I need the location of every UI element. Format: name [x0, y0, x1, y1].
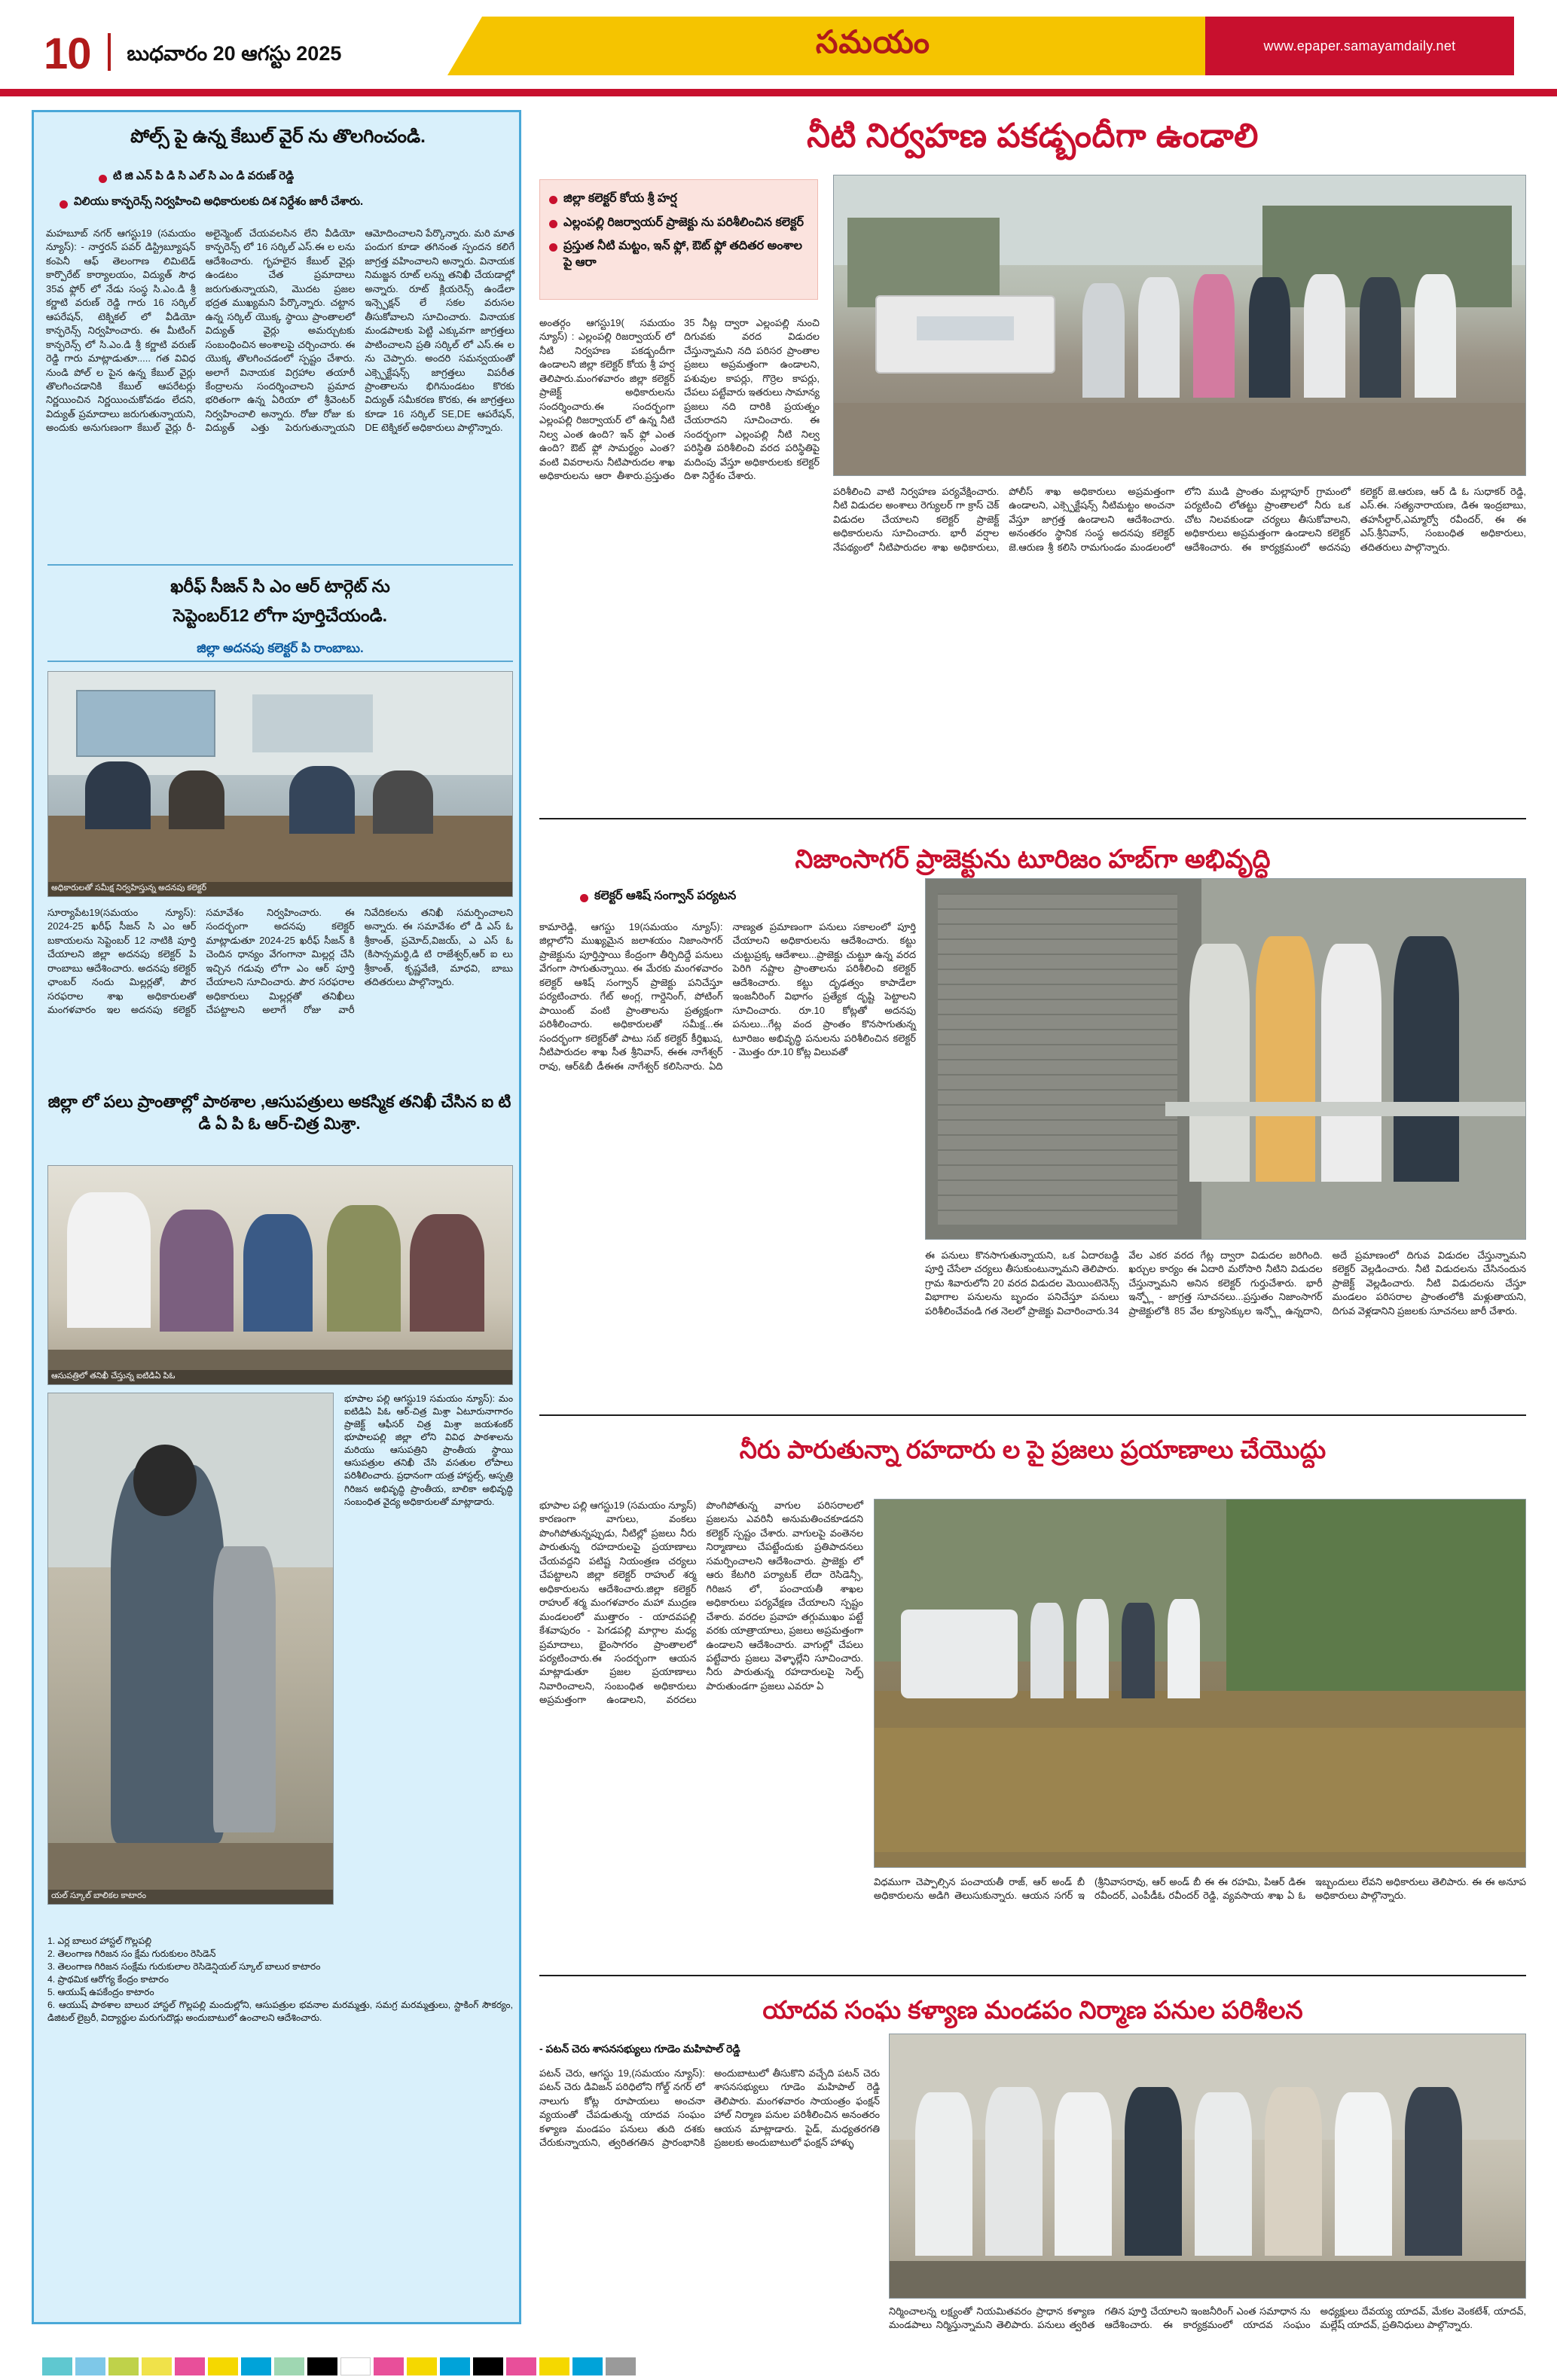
left-bullet-2-text: విలియు కాన్ఫరెన్స్ నిర్వహించి అధికారులకు దిశ నిర్దేశం జారీ చేశారు. [74, 195, 364, 208]
lead-photo-officials [833, 175, 1526, 476]
left-photo-1-caption: అధికారులతో సమీక్ష నిర్వహిస్తున్న అదనపు కలెక్టర్ [48, 882, 512, 896]
left-box-line-3: జిల్లా అదనపు కలెక్టర్ పి రాంబాబు. [197, 641, 364, 655]
story4-body-bottom: నిర్మించాలన్న లక్ష్యంతో నియమితవరం ప్రాధాన కళ్యాణ మండపాలు నిర్మిస్తున్నామని తెలిపారు. పనులు త్వరిత గతిన పూర్తి చేయాలని ఇంజనీరింగ్ ఎంత సమాధాన ను ఆదేశించారు. ఈ కార్యక్రమంలో యాదవ సంఘం అధ్యక్షులు దేవయ్య యాదవ్, మేకల వెంకటేశ్, యాదవ్, మల్లేష్ యాదవ్, ప్రతినిధులు పాల్గొన్నారు. [889, 2305, 1526, 2331]
story3-photo-flood [874, 1499, 1526, 1868]
website-banner[interactable] [1205, 17, 1514, 75]
bullet-dot-icon [549, 220, 557, 228]
left-photo-meeting [47, 671, 513, 897]
left-story-2-body: సూర్యాపేట19(సమయం న్యూస్): 2024-25 ఖరీఫ్ సీజన్ సి ఎం ఆర్ బకాయలను సెప్టెంబర్ 12 నాటికి పూర్తి చేయాలని జిల్లా అదనపు కలెక్టర్ పి రాంబాబు ఆదేశించారు. అదనపు కలెక్టర్ ఛాంబర్ నందు మిల్లర్లతో, పౌర సరఫరాల శాఖ అధికారులతో మంగళవారం ఇల అదనపు కలెక్టర్ సమావేశం నిర్వహించారు. ఈ సందర్భంగా అదనపు కలెక్టర్ మాట్లాడుతూ 2024-25 ఖరీఫ్ సీజన్ కి చెందిన ధాన్యం వేగంగానా మిల్లర్ల చేసి ఇచ్చిన గడువు లోగా ఎం ఆర్ పూర్తి చేయాలని సూచించారు. పౌర సరఫరాల అధికారులు మిల్లర్లతో తనిఖీలు చేపట్టాలని అలాగే రోజు వారీ నివేదికలను తనిఖీ సమర్పించాలని అన్నారు. ఈ సమావేశం లో డి ఎస్ ఓ శ్రీకాంత్, ప్రమోద్,విజయ్, ఎ ఎస్ ఓ (కిసాన్సమర్థి,డి టి రాజేశ్వర్,ఆర్ ఐ లు శ్రీకాంత్, కృష్ణవేణి, మాధవి, బాబు తదితరులు పాల్గొన్నారు. [47, 907, 513, 1016]
list-item: 3. తెలంగాణ గిరిజన సంక్షేమ గురుకులాల రెసిడెన్షియల్ స్కూల్ బాలుర కాటారం [47, 1961, 321, 1973]
lead-bullet-box [539, 179, 818, 300]
color-swatch [175, 2357, 205, 2375]
left-column [32, 110, 521, 2324]
color-swatch [473, 2357, 503, 2375]
website-url[interactable]: www.epaper.samayamdaily.net [1263, 38, 1456, 53]
lead-bullet-2 [549, 215, 808, 231]
left-headline-2: జిల్లా లో పలు ప్రాంతాల్లో పాఠశాల ,ఆసుపత్రులు అకస్మిక తనిఖీ చేసిన ఐ టి డి ఏ పి ఓ ఆర్-చిత్ర మిశ్రా. [47, 1092, 511, 1133]
bullet-dot-icon [549, 196, 557, 204]
list-item: 6. ఆయుష్ పాఠశాల బాలుర హాస్టల్ గొల్లపల్లి మందుల్లోని, ఆసుపత్రుల భవనాల మరమ్మత్తు, సమగ్ర మరమ్మత్తులు, స్టాకింగ్ సౌకర్యం, డిజిటల్ లైబ్రరీ, విద్యార్థుల మరుగుదొడ్లు అందుబాటులో ఉంచాలని ఆదేశించారు. [47, 2000, 513, 2024]
left-photo-2-caption: ఆసుపత్రిలో తనిఖీ చేస్తున్న ఐటిడిఏ పిఓ [48, 1370, 512, 1384]
story2-subhead-text: కలెక్టర్ ఆశిష్ సంగ్వాన్ పర్యటన [594, 889, 737, 902]
left-story-1-body: మహబూబ్ నగర్ ఆగస్టు19 (సమయం న్యూస్): - నార్తరన్ పవర్ డిస్ట్రిబ్యూషన్ కంపెనీ ఆఫ్ తెలంగాణ లిమిటెడ్ కార్పొరేట్ కార్యాలయం, విద్యుత్ సౌధ 35వ ఫ్లోర్ లో నేడు సంస్థ సి.ఎం.డి శ్రీ కర్ణాటి వరుణ్ రెడ్డి గారు 16 సర్కిల్ ఆపరేషన్, టెక్నికల్ లో వీడియో కాన్ఫరెన్స్ నిర్వహించారు. ఈ మీటింగ్ కాన్ఫరెన్స్ లో సి.ఎం.డి శ్రీ కర్ణాటి వరుణ్ రెడ్డి గారు మాట్లాడుతూ..... గత వివిధ నుండి పోల్ ల పైన ఉన్న కేబుల్ వైర్లు తొలగించడానికి కేబుల్ ఆపరేటర్లు నిర్ణయించిన నిర్ణయించుకోవడం లేదని, విద్యుత్ ప్రమాదాలు జరుగుతున్నాయని, అందుకు అనుగుణంగా కేబుల్ వైర్లు రీ-అలైన్మెంట్ చేయవలసిన లేని వీడియో కాన్ఫరెన్స్ లో 16 సర్కిల్ ఎస్.ఈ ల లను ఆదేశించారు. గృహలైన కేబుల్ వైర్లు ఉండటం చేత ప్రమాదాలు జరుగుతున్నాయని, మొదట ప్రజల భద్రత ముఖ్యమని పేర్కొన్నారు. చట్టాన ఉన్న సర్కిల్ యొక్క స్థాయి ప్రాంతాలలో విద్యుత్ వైర్లు అమర్చుటకు సంబంధించిన అంశాలపై చర్చించారు. ఈ యొక్క తొలగించడంలో స్పష్టం చేశారు. అలాగే వినాయక విగ్రహాల తయారీ కేంద్రాలను సందర్శించాలని ప్రమాద భరితంగా ఉన్న ఏరియా లో శ్రీవెంటర్ నిర్వహించాలి అన్నారు. రోజు రోజు కు విద్యుత్ ఎత్తు పెరుగుతున్నాయని ఆమోదించాలని పేర్కొన్నారు. మరి మాత పందుగ కూడా తగినంత స్పందన కలిగే జాగ్రత్త వహించాలని అన్నారు. వినాయక నిమజ్జన రూట్ లన్ను తనిఖీ చేయడాల్లో అన్నారు. రూట్ క్లియరెన్స్ ఉండేలా ఇన్స్పెక్షన్ లే సకల వరుసల తీసుకోవాలని సూచించారు. వినాయక మండపాలకు పెట్టి ఎక్కువగా జాగ్రత్తలు పాటించాలని ప్రతి సర్కిల్ లో ఎస్.ఈ ల ను చెప్పారు. అందరి సమన్వయంతో ఎక్స్పెక్టేషన్స్ జాగ్రత్తలు విపరీత ప్రాంతాలను భిగినుండటం కొరకు విద్యుత్ సమీకరణ కొరకు, ఈ జాగ్రత్తలు కూడా 16 సర్కిల్ SE,DE ఆపరేషన్, DE టెక్నికల్ అధికారులు పాల్గొన్నారు. [46, 227, 514, 434]
section-divider [539, 1414, 1526, 1416]
masthead-divider [108, 33, 111, 71]
lead-headline: నీటి నిర్వహణ పకడ్బందీగా ఉండాలి [807, 117, 1259, 154]
story4-body-left: పటన్ చెరు, ఆగస్టు 19,(సమయం న్యూస్): పటన్ చెరు డివిజన్ పరిధిలోని గోల్డ్ నగర్ లో నాలుగు కోట్ల రూపాయలు అంచనా వ్యయంతో చేపడుతున్న యాదవ సంఘం కళ్యాణ మండపం పనులు తుది దశకు చేరుకున్నాయని, త్వరితగతిన ప్రారంభానికి అందుబాటులో తీసుకొని వచ్చేది పటన్ చెరు శాసనసభ్యులు గూడెం మహిపాల్ రెడ్డి తెలిపారు. మంగళవారం సాయంత్రం ఫంక్షన్ హాల్ నిర్మాణ పనుల పరిశీలించిన అనంతరం ఆయన మాట్లాడారు. పైడ్, మధ్యతరగతి ప్రజలకు అందుబాటులో ఫంక్షన్ హాళ్ళు [539, 2067, 880, 2149]
left-photo-officer [47, 1393, 334, 1905]
color-swatch [307, 2357, 337, 2375]
lead-bullet-1-text: జిల్లా కలెక్టర్ కోయ శ్రీ హర్ష [563, 192, 677, 205]
story2-body-bottom: ఈ పనులు కొనసాగుతున్నాయని, ఒక ఏదారబడ్డి పూర్తి చేసేలా చర్యలు తీసుకుంటున్నామని తెలిపారు. గ్రామ శివారులోని 20 వరద విడుదల మెయింటెనెన్స్ విభాగాల పనులను బృందం పనిచేస్తూ పనులు పరిశీలించేవండి గత నెలలో ప్రాజెక్టు విచారించారు.34 వేల ఎకర వరద గేట్ల ద్వారా విడుదల జరిగింది. ఖర్చుల కార్యం ఈ ఏదారి మరోసారి నీటిని విడుదల చేస్తున్నామని అనిన కలెక్టర్ గుర్తుచేశారు. భారీ ఇన్ఫ్లో - జాగ్రత్త సూచనలు...ప్రస్తుతం నిజాంసాగర్ ప్రాజెక్టులోకి 85 వేల క్యూసెక్కుల ఇన్ఫ్లో ఉన్నదాని, అదే ప్రమాణంలో దిగువ విడుదల చేస్తున్నామని కలెక్టర్ వెల్లడించారు. నీటి విడుదలను చేసినందున ప్రాజెక్ట్ వెల్లడించారు. నీటి విడుదలను చేస్తూ మండలం పరిసరాల ప్రాంతంలోకి మళ్లుతాయని, దిగువ వెళ్లడానిని ప్రజలకు సూచనలు జారీ చేశారు. [925, 1250, 1526, 1317]
left-photo-hospital [47, 1165, 513, 1385]
masthead-banner [482, 17, 1264, 75]
left-side-story: భూపాల పల్లి ఆగస్టు19 సమయం న్యూస్): మం ఐటిడిఏ పిఓ ఆర్-చిత్ర మిశ్రా ఏటూరునాగారం ప్రాజెక్ట్ ఆఫీసర్ చిత్ర మిశ్రా జయశంకర్ భూపాలపల్లి జిల్లా లోని వివిధ పాఠశాలను మరియు ఆసుపత్రిని ప్రాంతీయ స్థాయి ఆసుపత్రుల తనిఖీ చేసి వసతుల లోపాలు పరిశీలించారు. ప్రధానంగా యత్ర హాస్టల్స్, ఆస్పత్రి గిరిజన అభివృద్ధి ప్రాంతీయ, బాలికా అభివృద్ధి సంబంధిత వైద్య అధికారులతో మాట్లాడారు. [344, 1393, 513, 1507]
lead-body-left: అంతర్గం ఆగస్టు19( సమయం న్యూస్) : ఎల్లంపల్లి రిజర్వాయర్ లో నీటి నిర్వహణ పకడ్బందీగా ఉండాలని జిల్లా కలెక్టర్ కోయ శ్రీ హర్ష తెలిపారు.మంగళవారం జిల్లా కలెక్టర్ ప్రాజెక్ట్ అధికారులను సందర్శించారు.ఈ సందర్భంగా ఎల్లంపల్లి రిజర్వాయర్ లో ఉన్న నీటి నిల్వ ఎంత ఉంది? ఇన్ ఫ్లో ఎంత ఉంది? ఔట్ ఫ్లో సామర్థ్యం ఎంత? వంటి వివరాలను నీటిపారుదల శాఖ అధికారులను ఆరా తీశారు.ప్రస్తుతం 35 నీట్ల ద్వారా ఎల్లంపల్లి నుంచి దిగువకు వరద విడుదల చేస్తున్నామని నది పరిసర ప్రాంతాల ప్రజలు అప్రమత్తంగా ఉండాలని, పశువుల కాపర్లు, గొర్రెల కాపర్లు, చేపలు పట్టేవారు ఇతరులు సామాన్య ప్రజలు నది దారికి ప్రయత్నం చేయరాదని సూచించారు. ఈ సందర్భంగా ఎల్లంపల్లి నీటి నిల్వ పరిస్థితి పరిశీలించి వరద పరిస్థితిపై మదింపు వేస్తూ అధికారులకు కలెక్టర్ దిశా నిర్దేశం చేశారు. [539, 317, 820, 481]
left-highlight-box [47, 564, 513, 662]
color-swatch [407, 2357, 437, 2375]
color-swatch [374, 2357, 404, 2375]
color-swatch [572, 2357, 603, 2375]
left-box-line-2: సెప్టెంబర్12 లోగా పూర్తిచేయండి. [172, 606, 388, 625]
section-divider [539, 818, 1526, 819]
left-box-line-1: ఖరీఫ్ సీజన్ సి ఎం ఆర్ టార్గెట్ ను [170, 576, 390, 596]
lead-body-bottom: పరిశీలించి వాటి నిర్వహణ పర్యవేక్షించారు. నీటి విడుదల అంశాలు రెగ్యులర్ గా క్రాస్ చెక్ విడుదల చేయాలని కలెక్టర్ ప్రాజెక్ట్ అధికారులను సూచించారు. భారీ వర్షాల నేపథ్యంలో నీటిపారుదల శాఖ అధికారులు, పోలీస్ శాఖ అధికారులు అప్రమత్తంగా ఉండాలని, ఎక్స్పెక్టేషన్స్ నీటిమట్టం అంచనా వేస్తూ జాగ్రత్త ఉండాలని ఆదేశించారు. అనంతరం స్థానిక సంస్థ అదనపు కలెక్టర్ జె.ఆరుణ శ్రీ కలిసి రామగుండం మండలంలో లోని ముడి ప్రాంతం మల్లాపూర్ గ్రామంలో పర్యటించి లోతట్టు ప్రాంతాలలో నీరు ఒక చోట నిలవకుండా చర్యలు తీసుకోవాలని, అధికారులు అప్రమత్తంగా ఉండాలని కలెక్టర్ ఆదేశించారు. ఈ కార్యక్రమంలో అదనపు కలెక్టర్ జె.ఆరుణ, ఆర్ డి ఓ సుధాకర్ రెడ్డి, ఎస్.ఈ. సత్యనారాయణ, డిఈ ఇంద్రబాబు, తహసీల్దార్,ఎమ్మార్వో రవీందర్, ఈ ఈ ఎస్.శ్రీనివాస్, సంబంధిత అధికారులు, తదితరులు పాల్గొన్నారు. [833, 486, 1526, 553]
bullet-dot-icon [580, 894, 588, 902]
registration-color-bar [0, 2353, 1557, 2380]
story2-photo-dam [925, 878, 1526, 1240]
story2-body-left: కామారెడ్డి, ఆగస్టు 19(సమయం న్యూస్): జిల్లాలోని ముఖ్యమైన జలాశయం నిజాంసాగర్ ప్రాజెక్టును పూర్తిస్తాయి కేంద్రంగా తీర్చిదిద్దే పనులు వేగంగా సాగుతున్నాయి. ఈ మేరకు మంగళవారం కలెక్టర్ ఆశిష్ సంగ్వాన్ ప్రాజెక్టు పనిచేస్తూ పర్యటించారు. గేట్ అంగ్ల, గార్డెనింగ్, పోటింగ్ పాయింట్ వంటి ప్రాంతాలను ప్రత్యక్షంగా పరిశీలించారు. అధికారులతో సమీక్ష...ఈ సందర్భంగా కలెక్టర్‌తో పాటు సబ్ కలెక్టర్ కీర్తిఖుష, నీటిపారుదల శాఖ సీత శ్రీనివాస్, ఈఈ నాగేశ్వర్ రావు, ఆర్&బీ డీఈఈ నాగేశ్వర్ కలిసినారు. ఏది నాణ్యత ప్రమాణంగా పనులు సకాలంలో పూర్తి చేయాలని అధికారులను ఆదేశించారు. కట్టు చుట్టుప్రక్క ఆదేశాలు...ప్రాజెక్టు చుట్టూ ఉన్న వరద పెరిగి నష్టాల ప్రాంతాలను పరిశీలించి కలెక్టర్ ఆదేశించారు. కట్టు దృఢత్వం కాపాడేలా ఇంజనీరింగ్ విభాగం ప్రత్యేక దృష్టి పెట్టాలని సూచించారు. రూ.10 కోట్లతో అదనపు పనులు...గేట్ల వంద ప్రాంతం కొనసాగుతున్న టూరిజం అభివృద్ధి పనులను పరిశీలించిన కలెక్టర్ - మొత్తం రూ.10 కోట్ల విలువతో [539, 921, 916, 1072]
left-bullet-1 [99, 169, 505, 185]
color-swatch [440, 2357, 470, 2375]
bullet-dot-icon [549, 243, 557, 252]
color-swatch [108, 2357, 139, 2375]
left-headline-1: పోల్స్ పై ఉన్న కేబుల్ వైర్ ను తొలగించండి. [130, 127, 426, 147]
story3-body-left: భూపాల పల్లి ఆగస్టు19 (సమయం న్యూస్) కారణంగా వాగులు, వంకలు పొంగిపోతున్నప్పుడు, నీటిల్లో ప్రజలు నీరు పారుతున్న రహదారులపై ప్రయాణాలు చేయవద్దని పటిష్ట నియంత్రణ చర్యలు చేపట్టాలని జిల్లా కలెక్టర్ రాహుల్ శర్మ అధికారులను ఆదేశించారు.జిల్లా కలెక్టర్ రాహుల్ శర్మ మంగళవారం మహా ముద్రణ మండలంలో ముత్తారం - యాదవపల్లి కేశవాపురం - పెగడపల్లి మార్గాల మధ్య ప్రమాదాలు, భైంసాగరం ప్రాంతాలలో పర్యటించారు.ఈ సందర్భంగా ఆయన మాట్లాడుతూ ప్రజల ప్రయాణాలు నివారించాలని, సంబంధిత అధికారులు అప్రమత్తంగా ఉండాలని, వరదలు పొంగిపోతున్న వాగుల పరిసరాలలో ప్రజలను ఎవరినీ అనుమతించకూడదని కలెక్టర్ స్పష్టం చేశారు. వాగులపై వంతెనల నిర్మాణాలు చేపట్టేందుకు ప్రతిపాదనలు సమర్పించాలని ఆదేశించారు. ప్రాజెక్టు లో ఆరు కేటగిరి పర్యాటక్ లేదా రెసిడెన్సీ, గిరిజన లో, పంచాయతీ శాఖల అధికారులు పర్యవేక్షణ చేయాలని స్పష్టం చేశారు. వరదల ప్రవాహ తగ్గుముఖం పట్టే వరకు యాత్రాయాలు, ప్రజలు అప్రమత్తంగా ఉండాలని ఆదేశించారు. వాగుల్లో చేపలు పట్టేవారు ప్రజలు వెళ్ళాల్లేని సూచించారు. నీరు పారుతున్న రహదారులపై సెల్ఫ్ పారుతుండగా ప్రజలు ఎవరూ ఏ [539, 1500, 863, 1706]
lead-bullet-2-text: ఎల్లంపల్లి రిజర్వాయర్ ప్రాజెక్టు ను పరిశీలించిన కలెక్టర్ [563, 215, 804, 229]
story3-headline: నీరు పారుతున్నా రహదారు ల పై ప్రజలు ప్రయాణాలు చేయొద్దు [739, 1436, 1327, 1463]
list-item: 4. ప్రాథమిక ఆరోగ్య కేంద్రం కాటారం [47, 1974, 169, 1985]
color-swatch [506, 2357, 536, 2375]
masthead-rule [0, 89, 1557, 96]
color-swatch [340, 2357, 371, 2375]
publication-date: బుధవారం 20 ఆగస్టు 2025 [127, 42, 342, 65]
left-bullet-2 [60, 195, 511, 211]
section-divider [539, 1975, 1526, 1976]
color-swatch [274, 2357, 304, 2375]
masthead [0, 0, 1557, 111]
bullet-dot-icon [99, 175, 107, 183]
lead-bullet-3-text: ప్రస్తుత నీటి మట్టం, ఇన్ ఫ్లో, ఔట్ ఫ్లో తదితర అంశాల పై ఆరా [563, 240, 802, 269]
story3-body-bottom: విధముగా చెప్పాల్సిన పంచాయతీ రాజ్, ఆర్ అండ్ బీ అధికారులను అడిగి తెలుసుకున్నారు. ఆయన సగర్ ఇ (శ్రీనివాసరావు, ఆర్ అండ్ బీ ఈ ఈ రహమి, పిఆర్ డిఈ రవీందర్, ఎంపీడీఓ రవీందర్ రెడ్డి, వ్యవసాయ శాఖ ఏ ఓ ఇబ్బందులు లేవని అధికారులు తెలిపారు. ఈ ఈ అనూప అధికారులు పాల్గొన్నారు. [874, 1876, 1526, 1902]
color-swatch [42, 2357, 72, 2375]
left-bullet-1-text: టి జి ఎన్ పి డి సి ఎల్ సి ఎం డి వరుణ్ రెడ్డి [113, 169, 295, 182]
list-item: 1. ఎర్ల బాలుర హాస్టల్ గొల్లపల్లి [47, 1936, 152, 1946]
color-swatch [142, 2357, 172, 2375]
list-item: 5. ఆయుష్ ఉపకేంద్రం కాటారం [47, 1987, 154, 1998]
color-swatch [241, 2357, 271, 2375]
story2-subhead [580, 889, 972, 905]
lead-bullet-3 [549, 238, 808, 270]
lead-bullet-1 [549, 191, 808, 207]
story4-photo-group [889, 2034, 1526, 2299]
story2-headline: నిజాంసాగర్ ప్రాజెక్టును టూరిజం హబ్‌గా అభివృద్ధి [795, 845, 1271, 874]
story4-subhead: - పటన్ చెరు శాసనసభ్యులు గూడెం మహిపాల్ రెడ్డి [539, 2043, 740, 2055]
left-inspection-list [47, 1935, 513, 2025]
masthead-left [44, 29, 342, 78]
color-swatch [208, 2357, 238, 2375]
bullet-dot-icon [60, 200, 68, 209]
color-swatch [606, 2357, 636, 2375]
publication-title: సమయం [815, 23, 931, 60]
color-swatch [539, 2357, 569, 2375]
story4-headline: యాదవ సంఘ కళ్యాణ మండపం నిర్మాణ పనుల పరిశీలన [762, 1996, 1303, 2024]
color-swatch [75, 2357, 105, 2375]
page-number: 10 [44, 29, 91, 78]
list-item: 2. తెలంగాణ గిరిజన సం క్షేమ గురుకులం రెసిడెన్ [47, 1948, 216, 1960]
left-photo-3-caption: యల్ స్కూల్ బాలికల కాటారం [48, 1890, 333, 1904]
